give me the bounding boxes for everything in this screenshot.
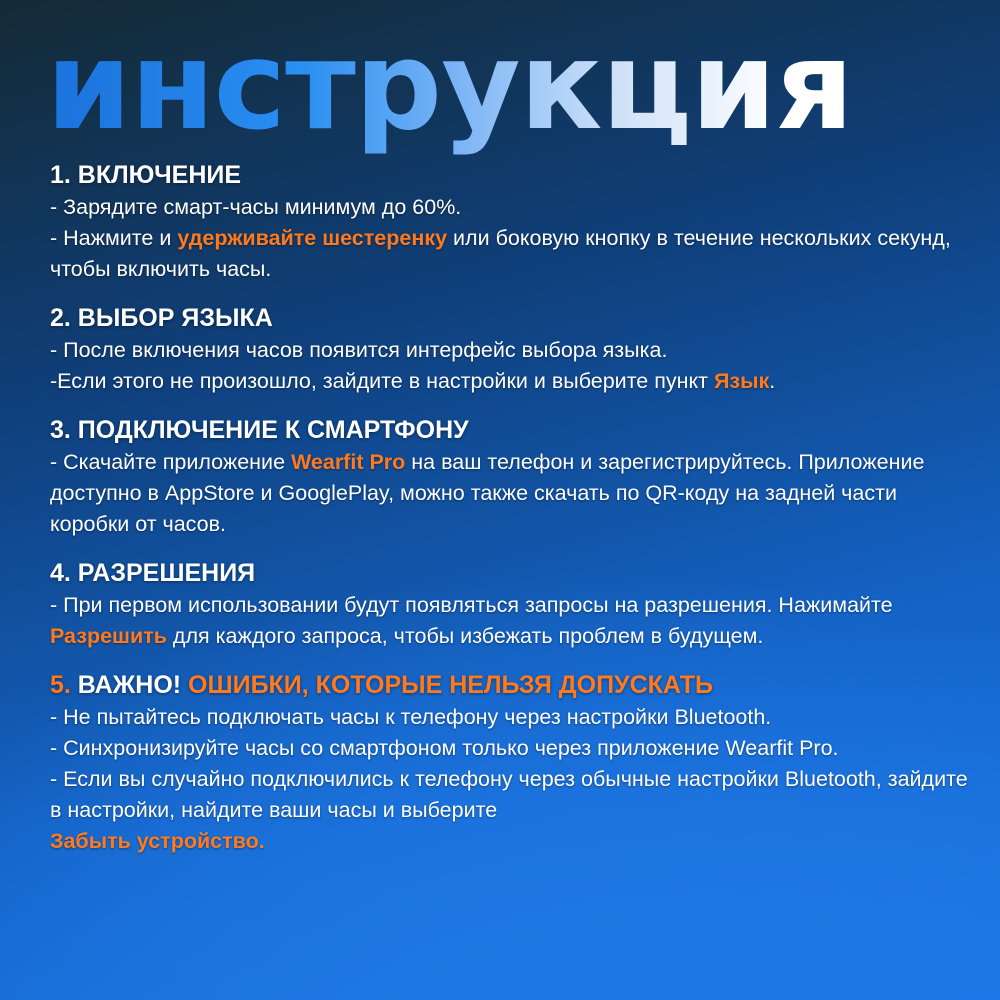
- section-heading: 1. ВКЛЮЧЕНИЕ: [50, 161, 242, 189]
- highlight-text: Забыть устройство.: [50, 829, 265, 853]
- instruction-line: - Не пытайтесь подключать часы к телефону через настройки Bluetooth.: [50, 705, 772, 729]
- section-important: [50, 668, 970, 857]
- section-smartphone: [50, 413, 970, 540]
- instruction-line: - Синхронизируйте часы со смартфоном только через приложение Wearfit Pro.: [50, 736, 839, 760]
- highlight-text: Wearfit Pro: [291, 450, 406, 474]
- highlight-text: удерживайте шестеренку: [177, 226, 448, 250]
- section-heading: [50, 668, 970, 702]
- page-title: инструкция: [46, 6, 966, 166]
- instruction-line: - После включения часов появится интерфейс выбора языка.: [50, 338, 668, 362]
- section-power-on: [50, 158, 970, 285]
- instruction-line: [50, 590, 970, 652]
- section-heading: 2. ВЫБОР ЯЗЫКА: [50, 304, 273, 332]
- instruction-line: [50, 366, 970, 397]
- section-heading: 4. РАЗРЕШЕНИЯ: [50, 559, 256, 587]
- heading-number: 5.: [50, 671, 71, 699]
- line-text: или боковую кнопку в течение нескольких секунд, чтобы включить часы.: [50, 226, 951, 281]
- line-text: - Нажмите и: [50, 226, 178, 250]
- line-text: .: [769, 369, 776, 393]
- section-permissions: [50, 556, 970, 652]
- heading-important: ВАЖНО!: [70, 671, 189, 699]
- highlight-text: Язык: [713, 369, 770, 393]
- highlight-text: Разрешить: [50, 624, 167, 648]
- line-text: на ваш телефон и зарегистрируйтесь. Приложение доступно в AppStore и GooglePlay, можно также скачать по QR-коду на задней части коробки от часов.: [50, 450, 925, 536]
- instruction-line: [50, 223, 970, 285]
- line-text: - При первом использовании будут появляться запросы на разрешения. Нажимайте: [50, 593, 893, 617]
- heading-warning: ОШИБКИ, КОТОРЫЕ НЕЛЬЗЯ ДОПУСКАТЬ: [188, 671, 713, 699]
- instruction-line: [50, 447, 970, 540]
- section-language: [50, 301, 970, 397]
- line-text: для каждого запроса, чтобы избежать проблем в будущем.: [166, 624, 764, 648]
- line-text: - Скачайте приложение: [50, 450, 291, 474]
- instruction-line: - Если вы случайно подключились к телефону через обычные настройки Bluetooth, зайдите в настройки, найдите ваши часы и выберите: [50, 767, 968, 822]
- line-text: -Если этого не произошло, зайдите в настройки и выберите пункт: [50, 369, 714, 393]
- instruction-content: [50, 158, 970, 873]
- instruction-line: - Зарядите смарт-часы минимум до 60%.: [50, 195, 462, 219]
- section-heading: 3. ПОДКЛЮЧЕНИЕ К СМАРТФОНУ: [50, 416, 469, 444]
